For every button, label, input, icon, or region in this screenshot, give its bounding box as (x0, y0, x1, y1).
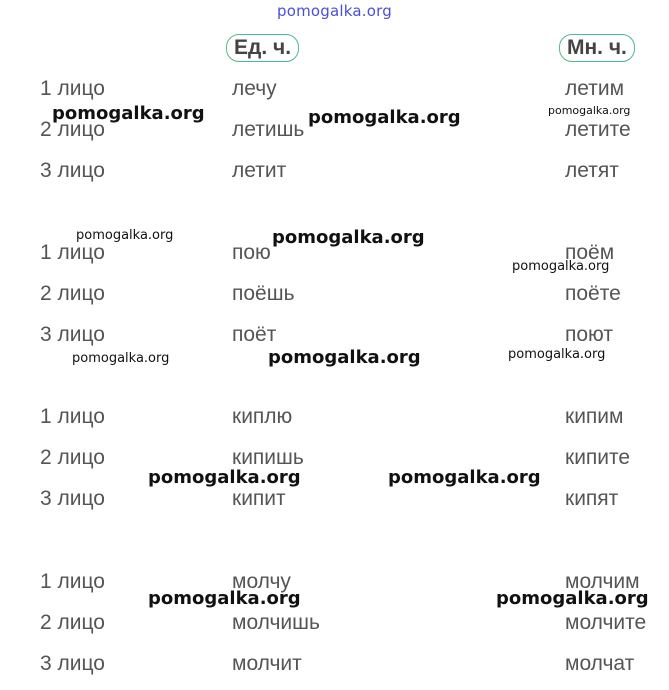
watermark: pomogalka.org (496, 588, 649, 609)
plural-column-header: Мн. ч. (559, 34, 635, 62)
watermark: pomogalka.org (148, 588, 301, 609)
person-label: 3 лицо (40, 487, 105, 510)
watermark: pomogalka.org (268, 347, 421, 368)
singular-form: кипит (232, 487, 286, 510)
watermark: pomogalka.org (308, 107, 461, 128)
plural-form: поёте (565, 282, 621, 305)
person-label: 1 лицо (40, 405, 105, 428)
person-label: 1 лицо (40, 77, 105, 100)
singular-form: поёт (232, 323, 277, 346)
person-label: 2 лицо (40, 282, 105, 305)
singular-form: поёшь (232, 282, 295, 305)
plural-form: кипят (565, 487, 619, 510)
person-label: 2 лицо (40, 611, 105, 634)
singular-form: кипишь (232, 446, 304, 469)
watermark: pomogalka.org (76, 228, 174, 243)
person-label: 2 лицо (40, 118, 105, 141)
site-header-link[interactable]: pomogalka.org (277, 2, 392, 20)
watermark: pomogalka.org (148, 467, 301, 488)
person-label: 3 лицо (40, 323, 105, 346)
singular-form: летит (232, 159, 287, 182)
watermark: pomogalka.org (508, 347, 606, 362)
watermark: pomogalka.org (388, 467, 541, 488)
singular-form: молчит (232, 652, 302, 675)
watermark: pomogalka.org (72, 351, 170, 366)
person-label: 2 лицо (40, 446, 105, 469)
singular-column-header: Ед. ч. (226, 34, 299, 62)
plural-form: кипим (565, 405, 624, 428)
plural-form: летим (565, 77, 625, 100)
singular-form: пою (232, 241, 271, 264)
plural-form: поём (565, 241, 615, 264)
plural-form: молчите (565, 611, 647, 634)
watermark: pomogalka.org (272, 227, 425, 248)
plural-form: молчат (565, 652, 635, 675)
watermark: pomogalka.org (548, 104, 631, 117)
plural-form: поют (565, 323, 613, 346)
watermark: pomogalka.org (512, 259, 610, 274)
singular-form: киплю (232, 405, 293, 428)
person-label: 1 лицо (40, 570, 105, 593)
singular-form: лечу (232, 77, 277, 100)
plural-form: кипите (565, 446, 631, 469)
plural-form: летите (565, 118, 631, 141)
person-label: 3 лицо (40, 652, 105, 675)
singular-form: молчу (232, 570, 291, 593)
person-label: 3 лицо (40, 159, 105, 182)
watermark: pomogalka.org (52, 103, 205, 124)
singular-form: летишь (232, 118, 305, 141)
plural-form: молчим (565, 570, 640, 593)
singular-form: молчишь (232, 611, 320, 634)
plural-form: летят (565, 159, 619, 182)
person-label: 1 лицо (40, 241, 105, 264)
